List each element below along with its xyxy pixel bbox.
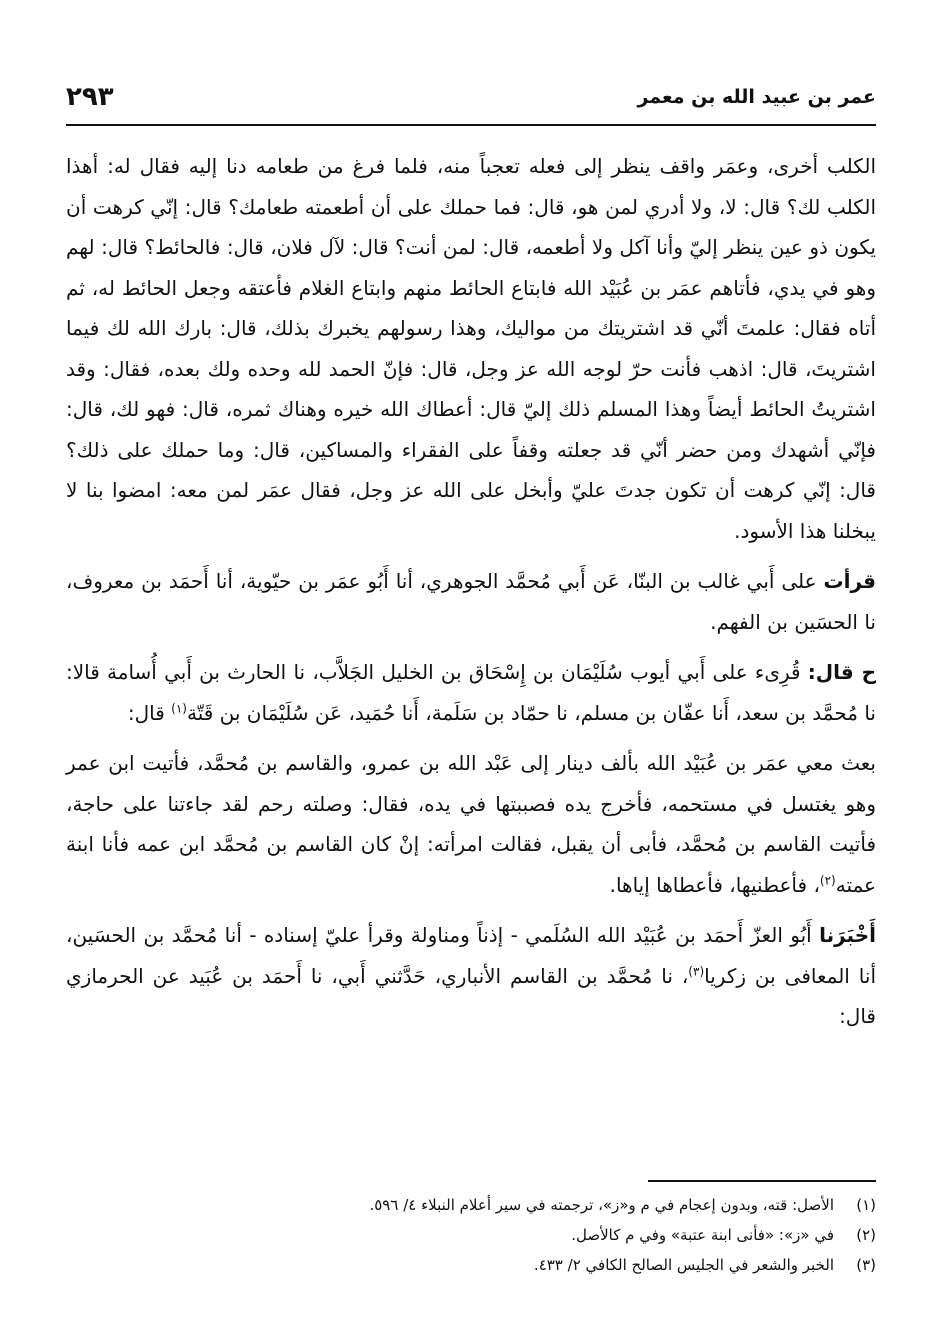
- paragraph-text-after: قال:: [127, 700, 172, 725]
- page-header: [66, 78, 876, 126]
- footnote-number: (٢): [856, 1226, 876, 1244]
- paragraph-lead: قرأت: [823, 569, 876, 593]
- running-title: عمر بن عبيد الله بن معمر: [637, 86, 876, 108]
- paragraph-isnad-3: [66, 915, 876, 1037]
- paragraph-text-after: ، نا مُحمَّد بن القاسم الأنباري، حَدَّثني أَبي، نا أَحمَد بن عُبَيد عن الحرمازي قال:: [66, 963, 876, 1028]
- footnote-reference-2[interactable]: (٢): [819, 872, 836, 887]
- footnote-number: (١): [856, 1196, 876, 1214]
- paragraph-lead: ح قال:: [807, 660, 876, 684]
- paragraph-lead: أَخْبَرَنا: [819, 923, 876, 947]
- footnote-divider: [648, 1180, 876, 1182]
- footnote-reference-1[interactable]: (١): [171, 700, 187, 715]
- footnote-text: الأصل: قته، وبدون إعجام في م و«ز»، ترجمته في سير أعلام النبلاء ٤/ ٥٩٦.: [369, 1196, 834, 1214]
- main-text: [66, 146, 876, 1037]
- footnote-text: في «ز»: «فأنى ابنة عتبة» وفي م كالأصل.: [571, 1226, 834, 1244]
- paragraph-text-after: ، فأعطنيها، فأعطاها إياها.: [609, 872, 820, 897]
- paragraph-text: قُرِىء على أَبي أيوب سُلَيْمَان بن إِسْحَاق بن الخليل الجَلاَّب، نا الحارث بن أَبي أُسامة قالا: نا مُحمَّد بن سعد، أَنا عفّان بن مسلم، نا حمّاد بن سَلَمة، أَنا حُمَيد، عَن سُلَيْمَان بن قَتّة: [66, 660, 876, 725]
- footnote-item: [66, 1190, 876, 1220]
- paragraph-story: [66, 146, 876, 551]
- paragraph-text: بعث معي عمَر بن عُبَيْد الله بألف دينار إلى عَبْد الله بن عمرو، والقاسم بن مُحمَّد، فأتيت ابن عمر وهو يغتسل في مستحمه، فأخرج يده فصببتها في يده، فقال: وصلته رحم لقد جاءتنا على حاجة، فأتيت القاسم بن مُحمَّد، فأبى أن يقبل، فقالت امرأته: إنْ كان القاسم بن مُحمَّد ابن عمه فأنا ابنة عمته: [66, 751, 876, 897]
- page-number: ٢٩٣: [66, 82, 114, 112]
- paragraph-text: الكلب أخرى، وعمَر واقف ينظر إلى فعله تعجباً منه، فلما فرغ من طعامه دنا إليه فقال له: أهذا الكلب لك؟ قال: لا، ولا أدري لمن هو، قال: فما حملك على أن أطعمته طعامك؟ قال: إنّي كرهت أن يكون ذو عين ينظر إليّ وأنا آكل ولا أطعمه، قال: لمن أنت؟ قال: لآل فلان، قال: فالحائط؟ قال: لهم وهو في يدي، فأتاهم عمَر بن عُبَيْد الله فابتاع الحائط منهم وابتاع الغلام فأعتقه وجعل الحائط له، ثم أتاه فقال: علمتَ أنّي قد اشتريتك من مواليك، وهذا رسولهم يخبرك بذلك، قال: بارك الله لك فيما اشتريتَ، قال: اذهب فأنت حرّ لوجه الله عز وجل، قال: فإنّ الحمد لله وحده ولك بعده، فقال: وقد اشتريتُ الحائط أيضاً وهذا المسلم ذلك إليّ قال: أعطاك الله خيره وهناك ثمره، قال: فهو لك، قال: فإنّي أشهدك ومن حضر أنّي قد جعلته وقفاً على الفقراء والمساكين، قال: وما حملك على ذلك؟ قال: إنّي كرهت أن تكون جدتَ عليّ وأبخل على الله عز وجل، فقال عمَر لمن معه: امضوا بنا لا يبخلنا هذا الأسود.: [66, 154, 876, 543]
- paragraph-narration: [66, 743, 876, 905]
- paragraph-isnad-1: [66, 561, 876, 642]
- footnote-number: (٣): [856, 1256, 876, 1274]
- paragraph-isnad-2: [66, 652, 876, 733]
- paragraph-text: على أَبي غالب بن البنّا، عَن أَبي مُحمَّد الجوهري، أنا أَبُو عمَر بن حيّوية، أنا أَحمَد بن معروف، نا الحسَين بن الفهم.: [66, 569, 876, 634]
- footnotes: [66, 1190, 876, 1280]
- footnote-reference-3[interactable]: (٣): [688, 963, 705, 978]
- footnote-item: [66, 1250, 876, 1280]
- paragraph-text: أَبُو العزّ أَحمَد بن عُبَيْد الله السُلَمي - إذناً ومناولة وقرأ عليّ إسناده - أنا مُحمَّد بن الحسَين، أنا المعافى بن زكريا: [66, 923, 876, 988]
- footnote-item: [66, 1220, 876, 1250]
- footnote-text: الخبر والشعر في الجليس الصالح الكافي ٢/ ٤٣٣.: [533, 1256, 834, 1274]
